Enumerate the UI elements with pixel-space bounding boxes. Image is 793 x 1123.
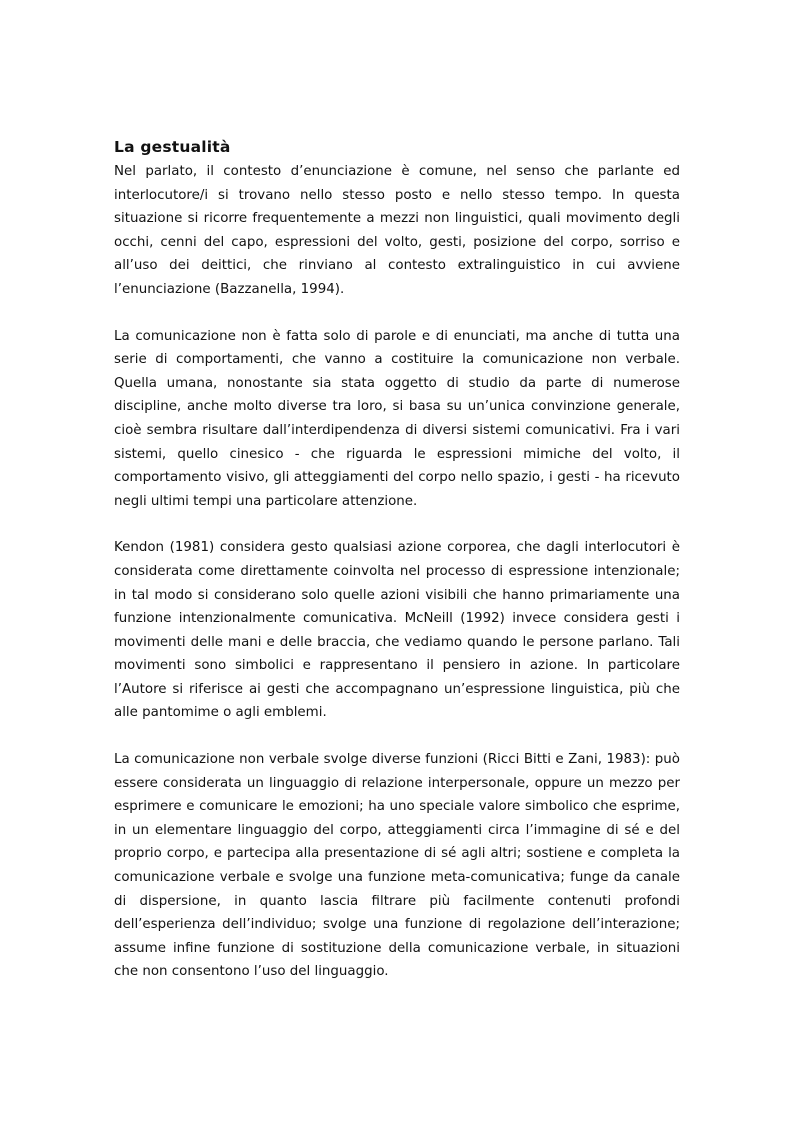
- paragraph-funzioni: La comunicazione non verbale svolge diverse funzioni (Ricci Bitti e Zani, 1983): può essere considerata un linguaggio di relazione interpersonale, oppure un mezzo per esprimere e comunicare le emozioni; ha uno speciale valore simbolico che esprime, in un elementare linguaggio del corpo, atteggiamenti circa l’immagine di sé e del proprio corpo, e partecipa alla presentazione di sé agli altri; sostiene e completa la comunicazione verbale e svolge una funzione meta-comunicativa; funge da canale di dispersione, in quanto lascia filtrare più facilmente contenuti profondi dell’esperienza dell’individuo; svolge una funzione di regolazione dell’interazione; assume infine funzione di sostituzione della comunicazione verbale, in situazioni che non consentono l’uso del linguaggio.: [114, 752, 680, 980]
- paragraph-comunicazione: La comunicazione non è fatta solo di parole e di enunciati, ma anche di tutta una serie di comportamenti, che vanno a costituire la comunicazione non verbale. Quella umana, nonostante sia stata oggetto di studio da parte di numerose discipline, anche molto diverse tra loro, si basa su un’unica convinzione generale, cioè sembra risultare dall’interdipendenza di diversi sistemi comunicativi. Fra i vari sistemi, quello cinesico - che riguarda le espressioni mimiche del volto, il comportamento visivo, gli atteggiamenti del corpo nello spazio, i gesti - ha ricevuto negli ultimi tempi una particolare attenzione.: [114, 328, 680, 509]
- paragraph-parlato: Nel parlato, il contesto d’enunciazione è comune, nel senso che parlante ed interlocutore/i si trovano nello stesso posto e nello stesso tempo. In questa situazione si ricorre frequentemente a mezzi non linguistici, quali movimento degli occhi, cenni del capo, espressioni del volto, gesti, posizione del corpo, sorriso e all’uso dei deittici, che rinviano al contesto extralinguistico in cui avviene l’enunciazione (Bazzanella, 1994).: [114, 164, 680, 297]
- section-title: La gestualità: [114, 138, 231, 156]
- paragraph-kendon: Kendon (1981) considera gesto qualsiasi azione corporea, che dagli interlocutori è considerata come direttamente coinvolta nel processo di espressione intenzionale; in tal modo si considerano solo quelle azioni visibili che hanno primariamente una funzione intenzionalmente comunicativa. McNeill (1992) invece considera gesti i movimenti delle mani e delle braccia, che vediamo quando le persone parlano. Tali movimenti sono simbolici e rappresentano il pensiero in azione. In particolare l’Autore si riferisce ai gesti che accompagnano un’espressione linguistica, più che alle pantomime o agli emblemi.: [114, 540, 680, 721]
- document-body: [114, 134, 680, 1007]
